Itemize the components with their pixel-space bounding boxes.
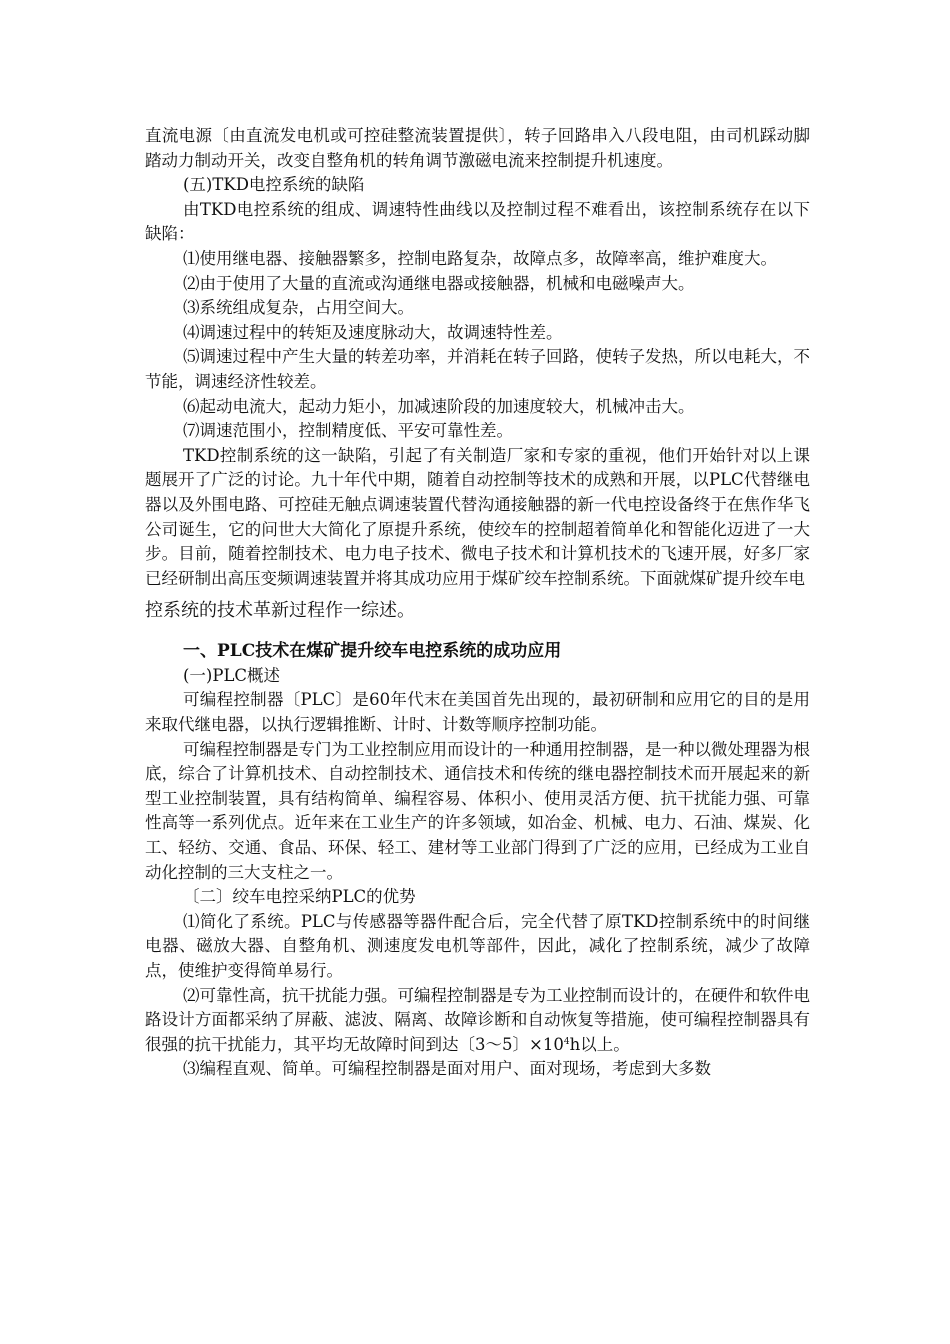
exponent: 4 bbox=[563, 1036, 570, 1047]
advantage-2-tail: h以上。 bbox=[569, 1034, 630, 1054]
list-item-defect-4: ⑷调速过程中的转矩及速度脉动大，故调速特性差。 bbox=[183, 322, 563, 342]
list-item-defect-6: ⑹起动电流大，起动力矩小，加减速阶段的加速度较大，机械冲击大。 bbox=[183, 396, 695, 416]
list-item-defect-2: ⑵由于使用了大量的直流或沟通继电器或接触器，机械和电磁噪声大。 bbox=[183, 273, 695, 293]
section-heading-tkd-defects: (五)TKD电控系统的缺陷 bbox=[183, 175, 365, 195]
advantage-2-text: ⑵可靠性高，抗干扰能力强。可编程控制器是专为工业控制而设计的，在硬件和软件电路设计方面都采纳了屏蔽、滤波、隔离、故障诊断和自动恢复等措施，使可编程控制器具有很强的抗干扰能力，其平均无故障时间到达〔3～5〕×10 bbox=[145, 985, 810, 1054]
paragraph-defects-intro: 由TKD电控系统的组成、调速特性曲线以及控制过程不难看出，该控制系统存在以下缺陷： bbox=[145, 199, 810, 244]
list-item-advantage-1: ⑴简化了系统。PLC与传感器等器件配合后，完全代替了原TKD控制系统中的时间继电器、磁放大器、自整角机、测速度发电机等部件，因此，减化了控制系统，减少了故障点，使维护变得简单易行。 bbox=[145, 911, 810, 980]
list-item-defect-7: ⑺调速范围小，控制精度低、平安可靠性差。 bbox=[183, 421, 513, 441]
paragraph-summary-line: 控系统的技术革新过程作一综述。 bbox=[145, 600, 415, 622]
paragraph-plc-description: 可编程控制器是专门为工业控制应用而设计的一种通用控制器，是一种以微处理器为根底，综合了计算机技术、自动控制技术、通信技术和传统的继电器控制技术而开展起来的新型工业控制装置，具有结构简单、编程容易、体积小、使用灵活方便、抗干扰能力强、可靠性高等一系列优点。近年来在工业生产的许多领域，如冶金、机械、电力、石油、煤炭、化工、轻纺、交通、食品、环保、轻工、建材等工业部门得到了广泛的应用，已经成为工业自动化控制的三大支柱之一。 bbox=[145, 739, 810, 882]
list-item-defect-5: ⑸调速过程中产生大量的转差功率，并消耗在转子回路，使转子发热，所以电耗大，不节能，调速经济性较差。 bbox=[145, 347, 810, 391]
subheading-plc-overview: (一)PLC概述 bbox=[183, 665, 281, 685]
list-item-advantage-2 bbox=[145, 984, 810, 1058]
paragraph-plc-origin: 可编程控制器〔PLC〕是60年代末在美国首先出现的，最初研制和应用它的目的是用来取代继电器，以执行逻辑推断、计时、计数等顺序控制功能。 bbox=[145, 690, 810, 735]
paragraph-tkd-evolution: TKD控制系统的这一缺陷，引起了有关制造厂家和专家的重视，他们开始针对以上课题展开了广泛的讨论。九十年代中期，随着自动控制等技术的成熟和开展，以PLC代替继电器以及外围电路、可控硅无触点调速装置代替沟通接触器的新一代电控设备终于在焦作华飞公司诞生，它的问世大大简化了原提升系统，使绞车的控制超着简单化和智能化迈进了一大步。目前，随着控制技术、电力电子技术、微电子技术和计算机技术的飞速开展，好多厂家已经研制出高压变频调速装置并将其成功应用于煤矿绞车控制系统。下面就煤矿提升绞车电 bbox=[145, 445, 810, 588]
subheading-plc-advantages: 〔二〕绞车电控采纳PLC的优势 bbox=[183, 887, 416, 907]
list-item-defect-3: ⑶系统组成复杂，占用空间大。 bbox=[183, 298, 414, 318]
paragraph-dc-power: 直流电源〔由直流发电机或可控硅整流装置提供〕，转子回路串入八段电阻，由司机踩动脚踏动力制动开关，改变自整角机的转角调节激磁电流来控制提升机速度。 bbox=[145, 126, 810, 170]
section-heading-plc-application: 一、PLC技术在煤矿提升绞车电控系统的成功应用 bbox=[183, 641, 562, 662]
list-item-defect-1: ⑴使用继电器、接触器繁多，控制电路复杂，故障点多，故障率高，维护难度大。 bbox=[183, 248, 777, 268]
list-item-advantage-3: ⑶编程直观、简单。可编程控制器是面对用户、面对现场，考虑到大多数 bbox=[183, 1059, 711, 1079]
